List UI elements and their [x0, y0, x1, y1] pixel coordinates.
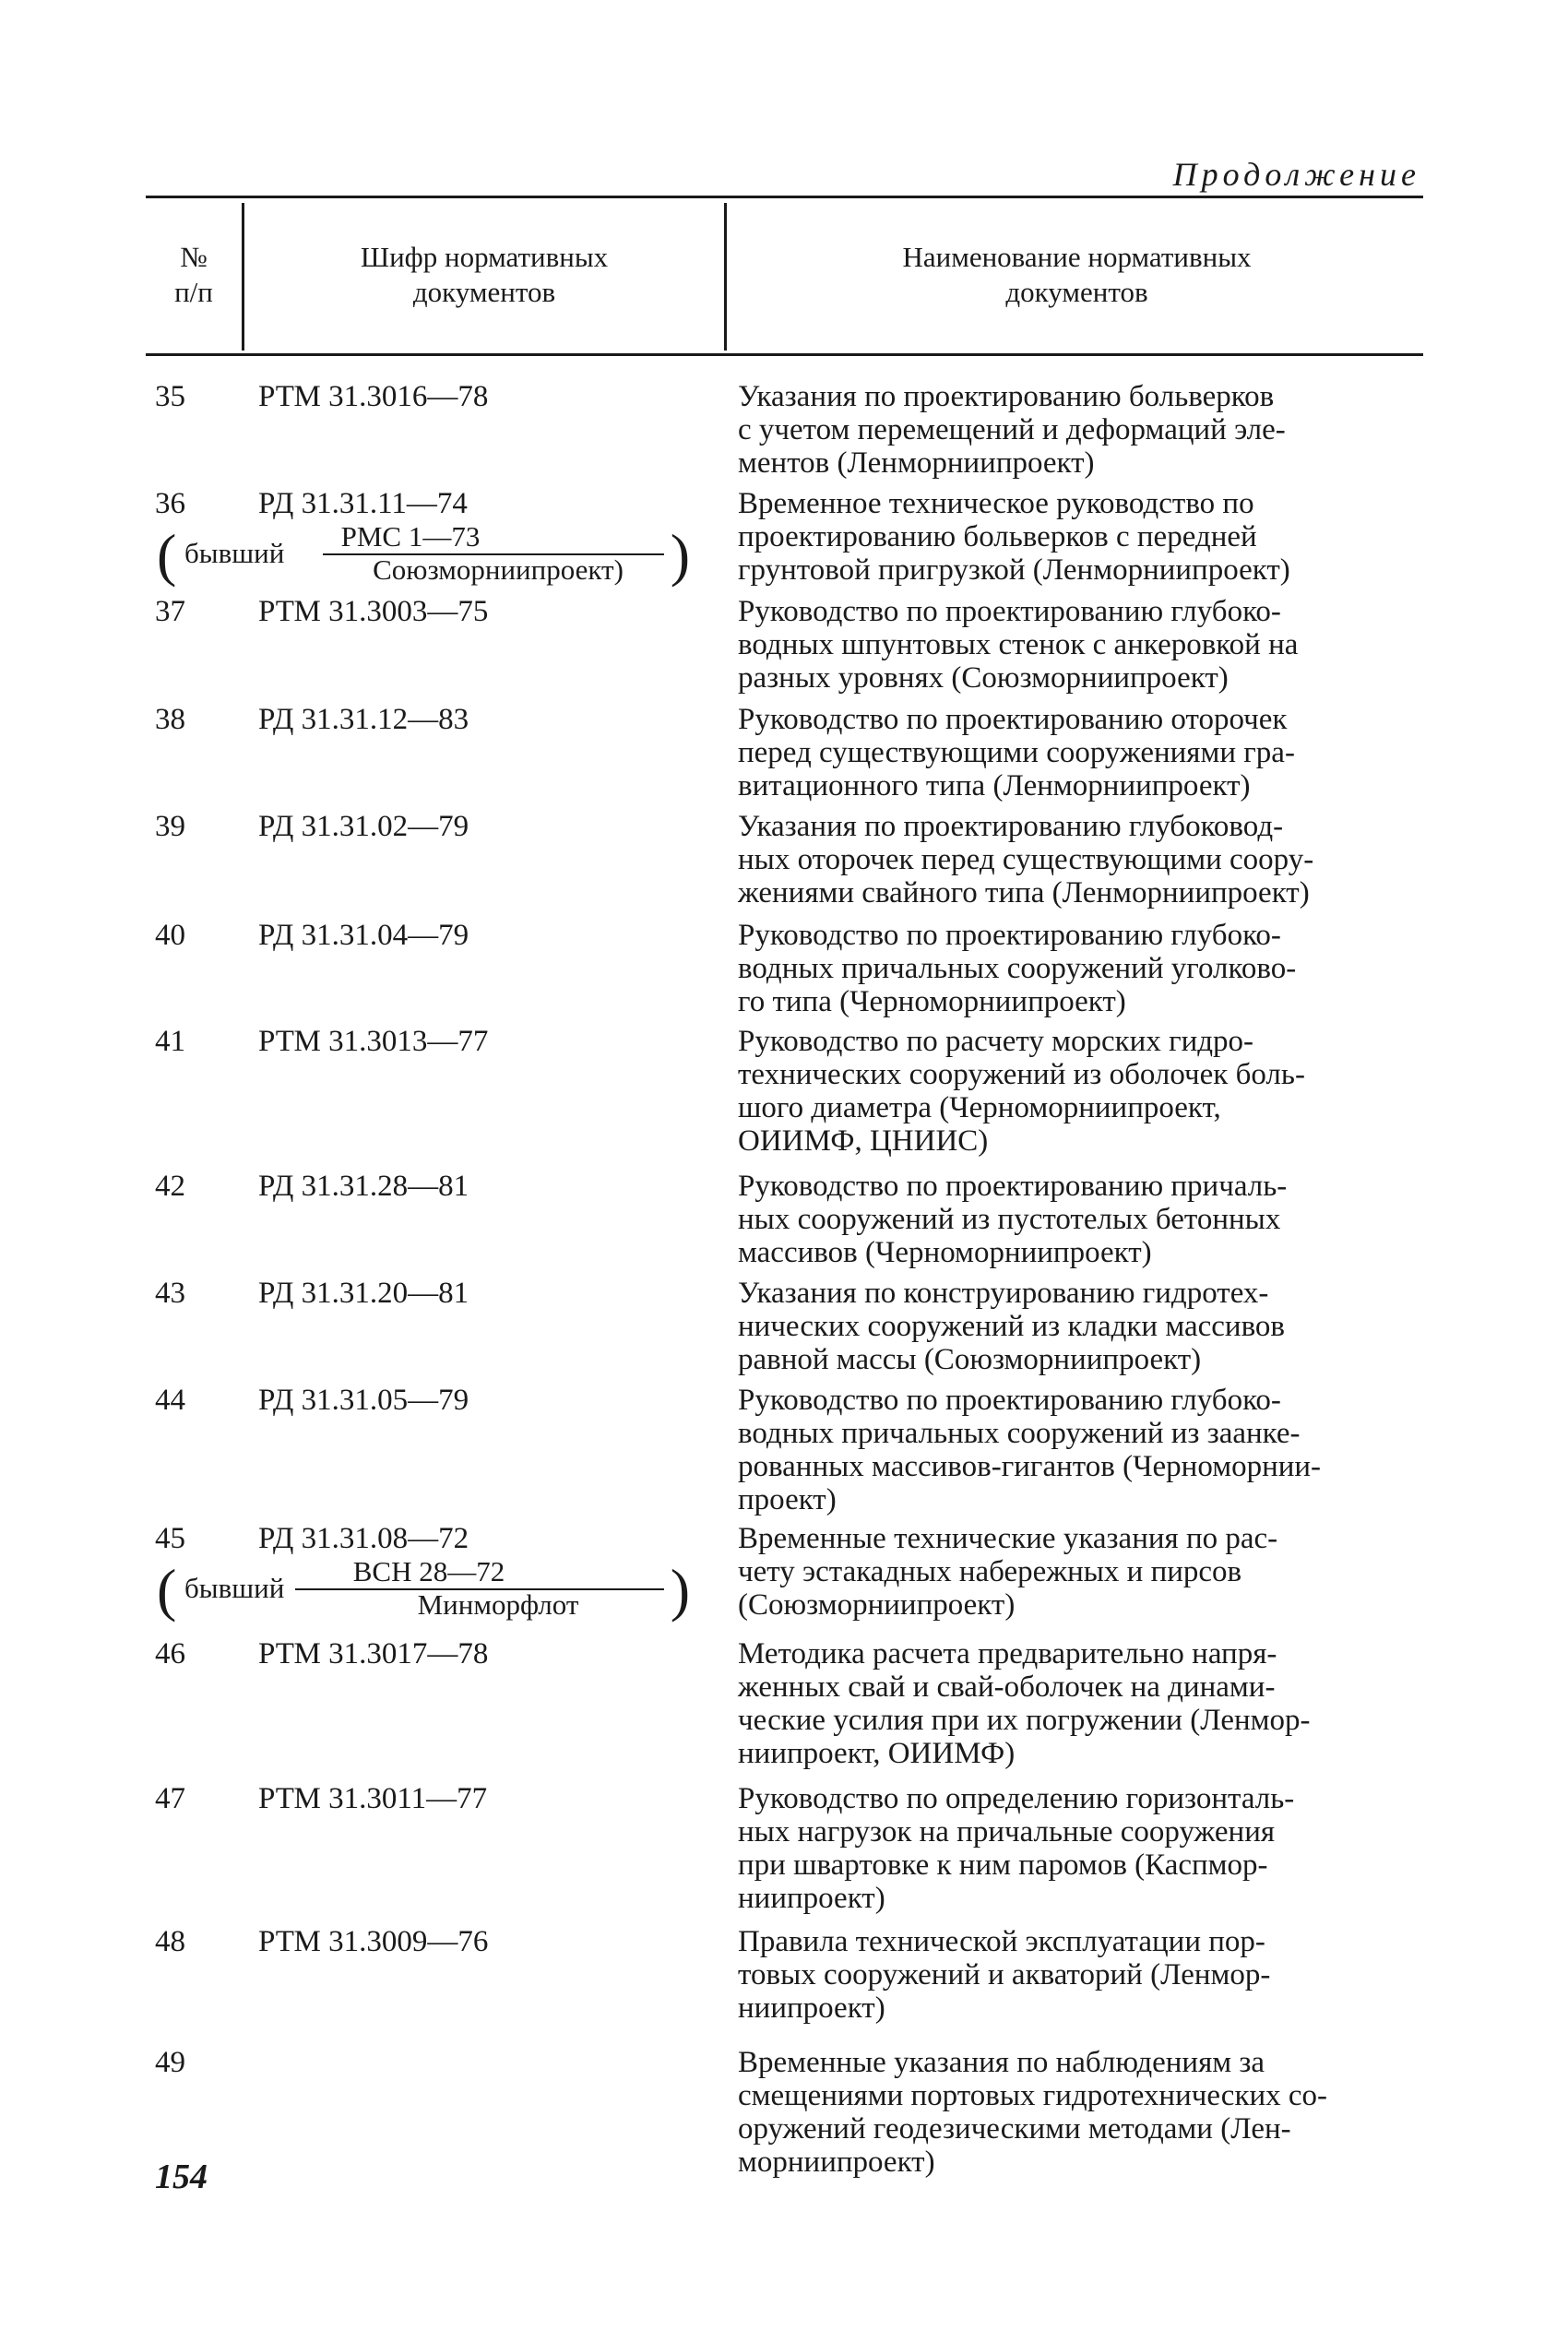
- document-name-line: Временное техническое руководство по: [738, 487, 1254, 520]
- row-number: 39: [155, 810, 185, 843]
- document-name: [738, 1522, 1425, 1622]
- row-number: 37: [155, 595, 185, 628]
- row-number: 38: [155, 703, 185, 736]
- document-code: РТМ 31.3003—75: [258, 595, 489, 628]
- continuation-label: Продолжение: [1172, 156, 1420, 193]
- document-code: РТМ 31.3016—78: [258, 380, 489, 413]
- document-name: [738, 595, 1425, 695]
- document-name-line: рованных массивов-гигантов (Черноморнии-: [738, 1450, 1322, 1483]
- document-name: [738, 1025, 1425, 1158]
- document-name-line: ниипроект, ОИИМФ): [738, 1737, 1016, 1770]
- document-code: РТМ 31.3009—76: [258, 1925, 489, 1958]
- document-name: [738, 2046, 1425, 2179]
- document-code: РД 31.31.04—79: [258, 919, 469, 952]
- document-name-line: Указания по проектированию больверков: [738, 380, 1275, 413]
- document-name-line: ниипроект): [738, 1991, 885, 2025]
- document-name: [738, 1637, 1425, 1770]
- close-paren: ): [670, 1557, 690, 1623]
- document-name-line: Указания по конструированию гидротех-: [738, 1277, 1269, 1310]
- document-name-line: ОИИМФ, ЦНИИС): [738, 1124, 989, 1158]
- row-number: 45: [155, 1522, 185, 1555]
- document-name: [738, 1170, 1425, 1269]
- row-number: 44: [155, 1384, 185, 1417]
- row-number: 35: [155, 380, 185, 413]
- document-code: РТМ 31.3017—78: [258, 1637, 489, 1670]
- former-organization: Минморфлот: [417, 1588, 579, 1621]
- document-name-line: равной массы (Союзморниипроект): [738, 1343, 1202, 1376]
- former-designation: [157, 520, 690, 588]
- document-name-line: водных причальных сооружений уголково-: [738, 952, 1297, 985]
- document-name-line: чету эстакадных набережных и пирсов: [738, 1555, 1242, 1588]
- document-name-line: ных нагрузок на причальные сооружения: [738, 1815, 1276, 1849]
- row-number: 36: [155, 487, 185, 520]
- document-name-line: Руководство по проектированию глубоко-: [738, 1384, 1281, 1417]
- document-name-line: Руководство по проектированию причаль-: [738, 1170, 1288, 1203]
- document-name-line: при швартовке к ним паромов (Каспмор-: [738, 1849, 1268, 1882]
- document-name: [738, 1782, 1425, 1915]
- document-name: [738, 919, 1425, 1018]
- document-code: РД 31.31.11—74: [258, 487, 468, 520]
- document-code: РД 31.31.08—72: [258, 1522, 469, 1555]
- document-name-line: женных свай и свай-оболочек на динами-: [738, 1670, 1276, 1704]
- document-code: РД 31.31.20—81: [258, 1277, 469, 1310]
- former-label: бывший: [184, 537, 285, 569]
- former-organization: Союзморниипроект): [373, 553, 624, 586]
- document-name: [738, 810, 1425, 909]
- document-code: РД 31.31.12—83: [258, 703, 469, 736]
- document-name-line: перед существующими сооружениями гра-: [738, 736, 1295, 769]
- table-top-rule: [146, 196, 1423, 198]
- row-number: 48: [155, 1925, 185, 1958]
- document-name-line: с учетом перемещений и деформаций эле-: [738, 413, 1286, 446]
- header-num: № п/п: [174, 241, 213, 308]
- document-code: РД 31.31.28—81: [258, 1170, 469, 1203]
- document-name-line: ных сооружений из пустотелых бетонных: [738, 1203, 1281, 1236]
- document-name-line: товых сооружений и акваторий (Ленмор-: [738, 1958, 1271, 1991]
- document-name: [738, 1384, 1425, 1516]
- document-name-line: нических сооружений из кладки массивов: [738, 1310, 1286, 1343]
- document-name-line: Правила технической эксплуатации пор-: [738, 1925, 1265, 1958]
- row-number: 41: [155, 1025, 185, 1058]
- close-paren: ): [670, 522, 690, 588]
- document-name-line: разных уровнях (Союзморниипроект): [738, 661, 1229, 695]
- document-name-line: грунтовой пригрузкой (Ленморниипроект): [738, 553, 1290, 587]
- document-name: [738, 380, 1425, 480]
- document-name-line: шого диаметра (Черноморниипроект,: [738, 1091, 1221, 1124]
- column-divider-2: [724, 203, 727, 351]
- former-code: РМС 1—73: [340, 520, 481, 553]
- document-name-line: Руководство по проектированию оторочек: [738, 703, 1288, 736]
- document-name-line: ниипроект): [738, 1882, 885, 1915]
- document-name-line: морниипроект): [738, 2146, 935, 2179]
- document-name-line: оружений геодезическими методами (Лен-: [738, 2112, 1291, 2146]
- row-number: 49: [155, 2046, 185, 2079]
- document-name-line: Руководство по расчету морских гидро-: [738, 1025, 1254, 1058]
- document-name-line: Руководство по определению горизонталь-: [738, 1782, 1295, 1815]
- row-number: 46: [155, 1637, 185, 1670]
- header-code: Шифр нормативных документов: [360, 241, 609, 308]
- header-name: Наименование нормативных документов: [902, 241, 1252, 308]
- former-label: бывший: [184, 1572, 285, 1604]
- document-code: РТМ 31.3013—77: [258, 1025, 489, 1058]
- document-name-line: ческие усилия при их погружении (Ленмор-: [738, 1704, 1311, 1737]
- document-name: [738, 487, 1425, 587]
- document-code: РД 31.31.05—79: [258, 1384, 469, 1417]
- document-name: [738, 1925, 1425, 2025]
- document-name: [738, 703, 1425, 802]
- document-name-line: Временные указания по наблюдениям за: [738, 2046, 1265, 2079]
- table-header-rule: [146, 353, 1423, 356]
- document-name-line: го типа (Черноморниипроект): [738, 985, 1126, 1018]
- row-number: 42: [155, 1170, 185, 1203]
- document-name-line: ментов (Ленморниипроект): [738, 446, 1095, 480]
- document-name-line: Указания по проектированию глубоковод-: [738, 810, 1284, 843]
- document-name-line: массивов (Черноморниипроект): [738, 1236, 1152, 1269]
- row-number: 47: [155, 1782, 185, 1815]
- open-paren: (: [157, 522, 177, 588]
- document-name-line: смещениями портовых гидротехнических со-: [738, 2079, 1328, 2112]
- document-name-line: водных шпунтовых стенок с анкеровкой на: [738, 628, 1299, 661]
- row-number: 43: [155, 1277, 185, 1310]
- document-name-line: витационного типа (Ленморниипроект): [738, 769, 1251, 802]
- page-number: 154: [155, 2158, 208, 2196]
- document-name-line: Методика расчета предварительно напря-: [738, 1637, 1277, 1670]
- open-paren: (: [157, 1557, 177, 1623]
- document-name-line: проектированию больверков с передней: [738, 520, 1257, 553]
- document-name-line: проект): [738, 1483, 837, 1516]
- former-code: ВСН 28—72: [352, 1555, 505, 1587]
- document-name: [738, 1277, 1425, 1376]
- document-name-line: жениями свайного типа (Ленморниипроект): [738, 876, 1310, 909]
- former-designation: [157, 1555, 690, 1623]
- document-code: РТМ 31.3011—77: [258, 1782, 488, 1815]
- document-code: РД 31.31.02—79: [258, 810, 469, 843]
- document-name-line: Руководство по проектированию глубоко-: [738, 919, 1281, 952]
- document-name-line: водных причальных сооружений из заанке-: [738, 1417, 1301, 1450]
- row-number: 40: [155, 919, 185, 952]
- document-name-line: ных оторочек перед существующими соору-: [738, 843, 1314, 876]
- document-name-line: (Союзморниипроект): [738, 1588, 1016, 1622]
- document-name-line: Временные технические указания по рас-: [738, 1522, 1278, 1555]
- document-name-line: Руководство по проектированию глубоко-: [738, 595, 1281, 628]
- document-name-line: технических сооружений из оболочек боль-: [738, 1058, 1305, 1091]
